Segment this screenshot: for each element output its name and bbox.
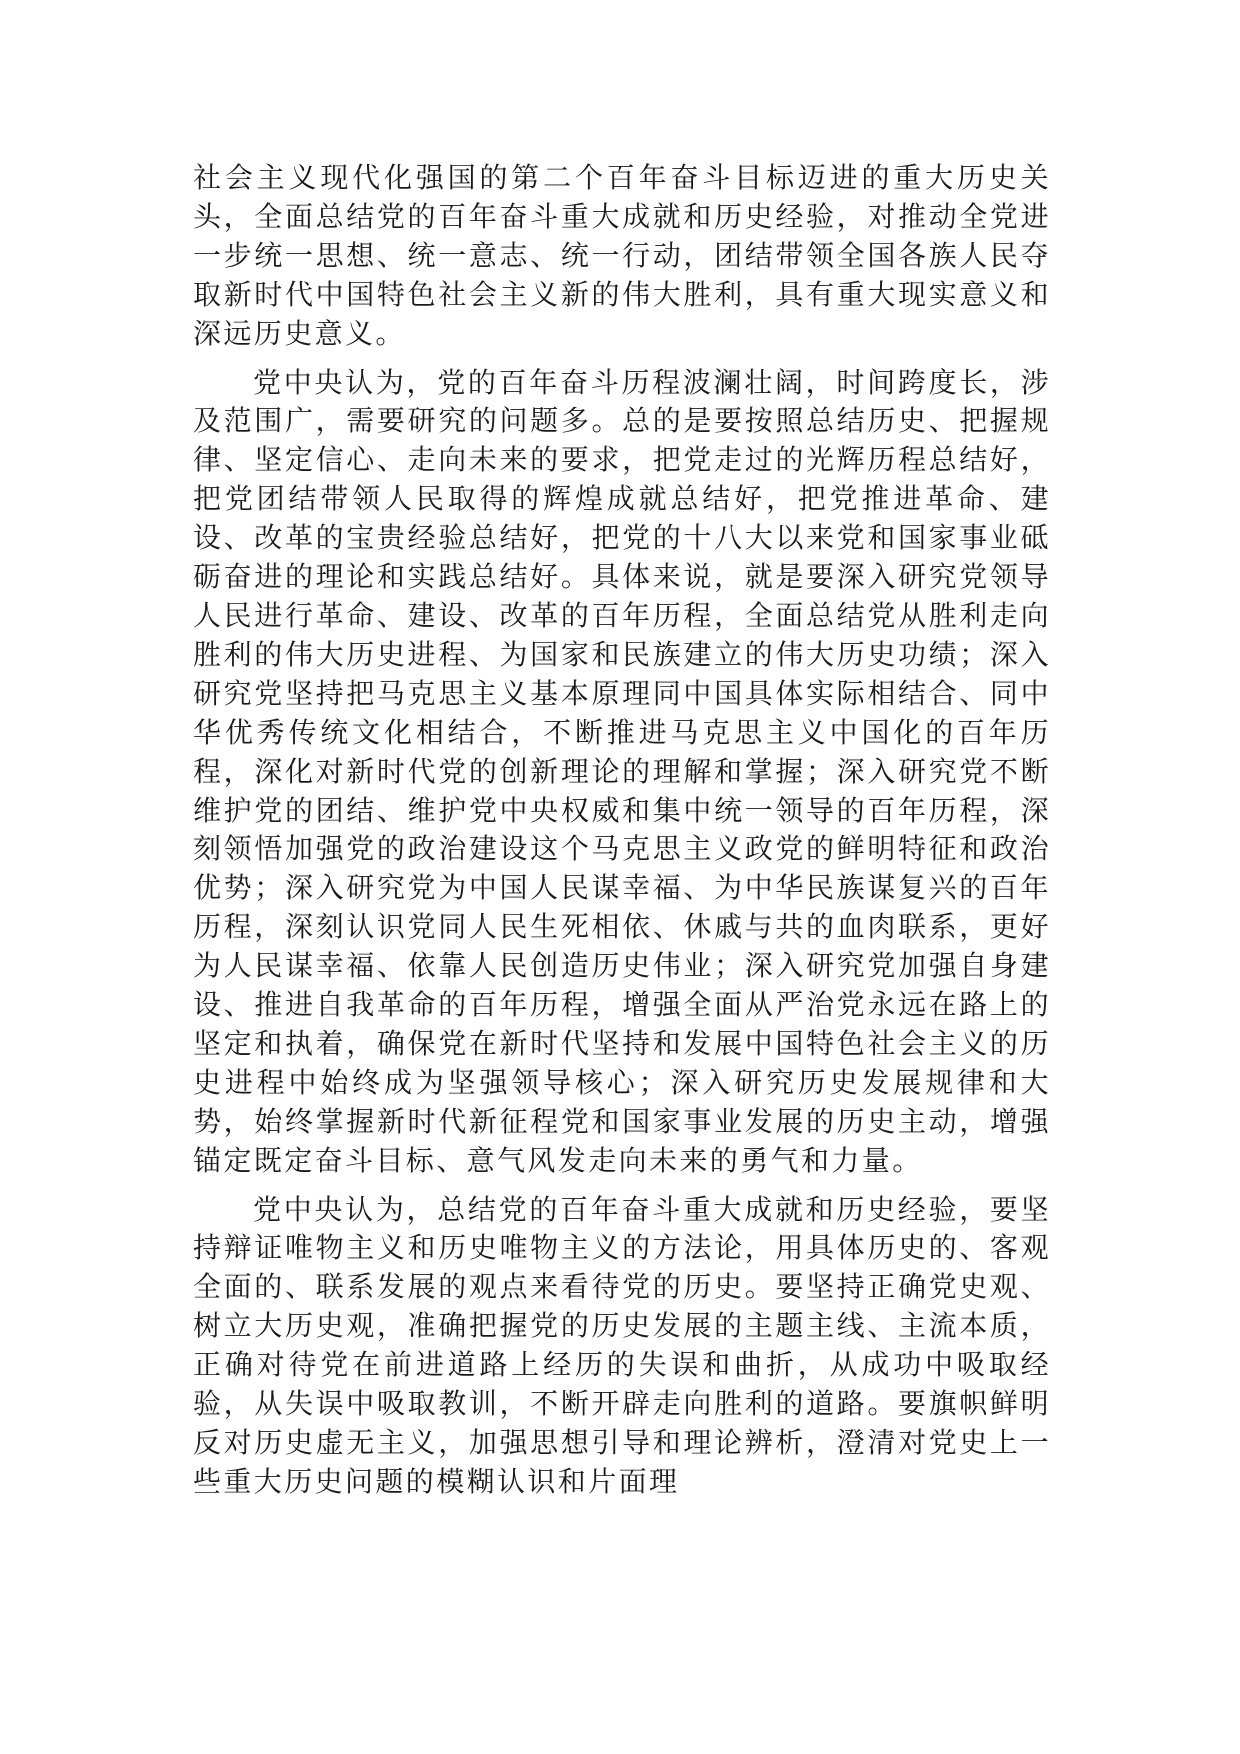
paragraph-methodology: 党中央认为，总结党的百年奋斗重大成就和历史经验，要坚持辩证唯物主义和历史唯物主义的方法论，用具体历史的、客观全面的、联系发展的观点来看待党的历史。要坚持正确党史观、树立大历史观，准确把握党的历史发展的主题主线、主流本质，正确对待党在前进道路上经历的失误和曲折，从成功中吸取经验，从失误中吸取教训，不断开辟走向胜利的道路。要旗帜鲜明反对历史虚无主义，加强思想引导和理论辨析，澄清对党史上一些重大历史问题的模糊认识和片面理 (193, 1192, 1051, 1498)
body-text (193, 159, 1051, 1512)
paragraph-continuation: 社会主义现代化强国的第二个百年奋斗目标迈进的重大历史关头，全面总结党的百年奋斗重大成就和历史经验，对推动全党进一步统一思想、统一意志、统一行动，团结带领全国各族人民夺取新时代中国特色社会主义新的伟大胜利，具有重大现实意义和深远历史意义。 (193, 161, 1051, 350)
paragraph-research-scope: 党中央认为，党的百年奋斗历程波澜壮阔，时间跨度长，涉及范围广，需要研究的问题多。总的是要按照总结历史、把握规律、坚定信心、走向未来的要求，把党走过的光辉历程总结好，把党团结带领人民取得的辉煌成就总结好，把党推进革命、建设、改革的宝贵经验总结好，把党的十八大以来党和国家事业砥砺奋进的理论和实践总结好。具体来说，就是要深入研究党领导人民进行革命、建设、改革的百年历程，全面总结党从胜利走向胜利的伟大历史进程、为国家和民族建立的伟大历史功绩；深入研究党坚持把马克思主义基本原理同中国具体实际相结合、同中华优秀传统文化相结合，不断推进马克思主义中国化的百年历程，深化对新时代党的创新理论的理解和掌握；深入研究党不断维护党的团结、维护党中央权威和集中统一领导的百年历程，深刻领悟加强党的政治建设这个马克思主义政党的鲜明特征和政治优势；深入研究党为中国人民谋幸福、为中华民族谋复兴的百年历程，深刻认识党同人民生死相依、休戚与共的血肉联系，更好为人民谋幸福、依靠人民创造历史伟业；深入研究党加强自身建设、推进自我革命的百年历程，增强全面从严治党永远在路上的坚定和执着，确保党在新时代坚持和发展中国特色社会主义的历史进程中始终成为坚强领导核心；深入研究历史发展规律和大势，始终掌握新时代新征程党和国家事业发展的历史主动，增强锚定既定奋斗目标、意气风发走向未来的勇气和力量。 (193, 365, 1051, 1177)
